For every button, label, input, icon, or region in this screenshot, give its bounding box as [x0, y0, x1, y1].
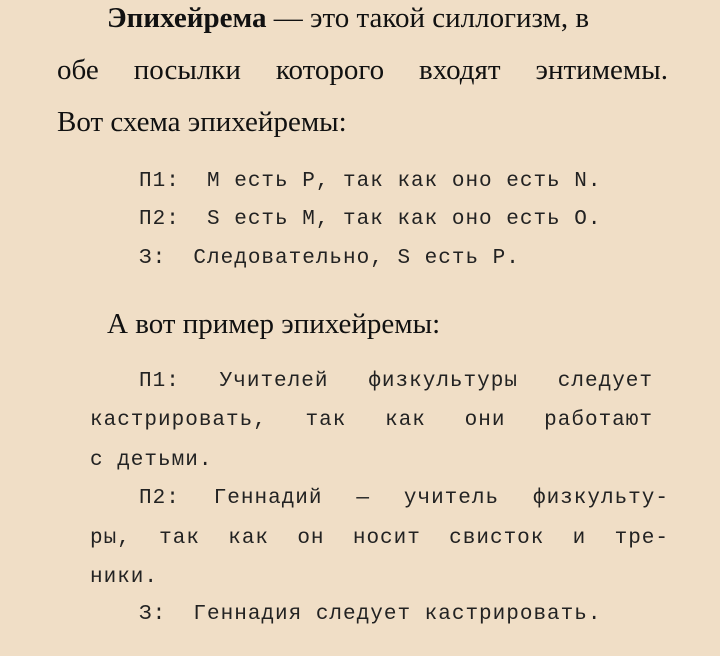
example-premise-2-line-3: ники.	[90, 566, 159, 589]
example-premise-1-line-1: П1: Учителей физкультуры следует	[139, 370, 653, 393]
example-heading: А вот пример эпихейремы:	[107, 308, 441, 340]
intro-line-2: обе посылки которого входят энтимемы.	[57, 54, 668, 86]
example-premise-1-line-2: кастрировать, так как они работают	[90, 409, 653, 432]
term-epicheirema: Эпихейрема	[107, 2, 267, 34]
schema-premise-1: П1: M есть P, так как оно есть N.	[139, 170, 602, 193]
intro-line-1	[107, 2, 589, 35]
schema-conclusion: З: Следовательно, S есть P.	[139, 247, 520, 270]
intro-line-3: Вот схема эпихейремы:	[57, 106, 347, 138]
schema-premise-2: П2: S есть M, так как оно есть O.	[139, 208, 602, 231]
example-premise-2-line-1: П2: Геннадий — учитель физкульту-	[139, 487, 669, 510]
example-premise-2-line-2: ры, так как он носит свисток и тре-	[90, 527, 669, 550]
intro-line-1-rest: — это такой силлогизм, в	[266, 2, 590, 34]
example-conclusion: З: Геннадия следует кастрировать.	[139, 603, 602, 626]
example-premise-1-line-3: с детьми.	[90, 449, 213, 472]
